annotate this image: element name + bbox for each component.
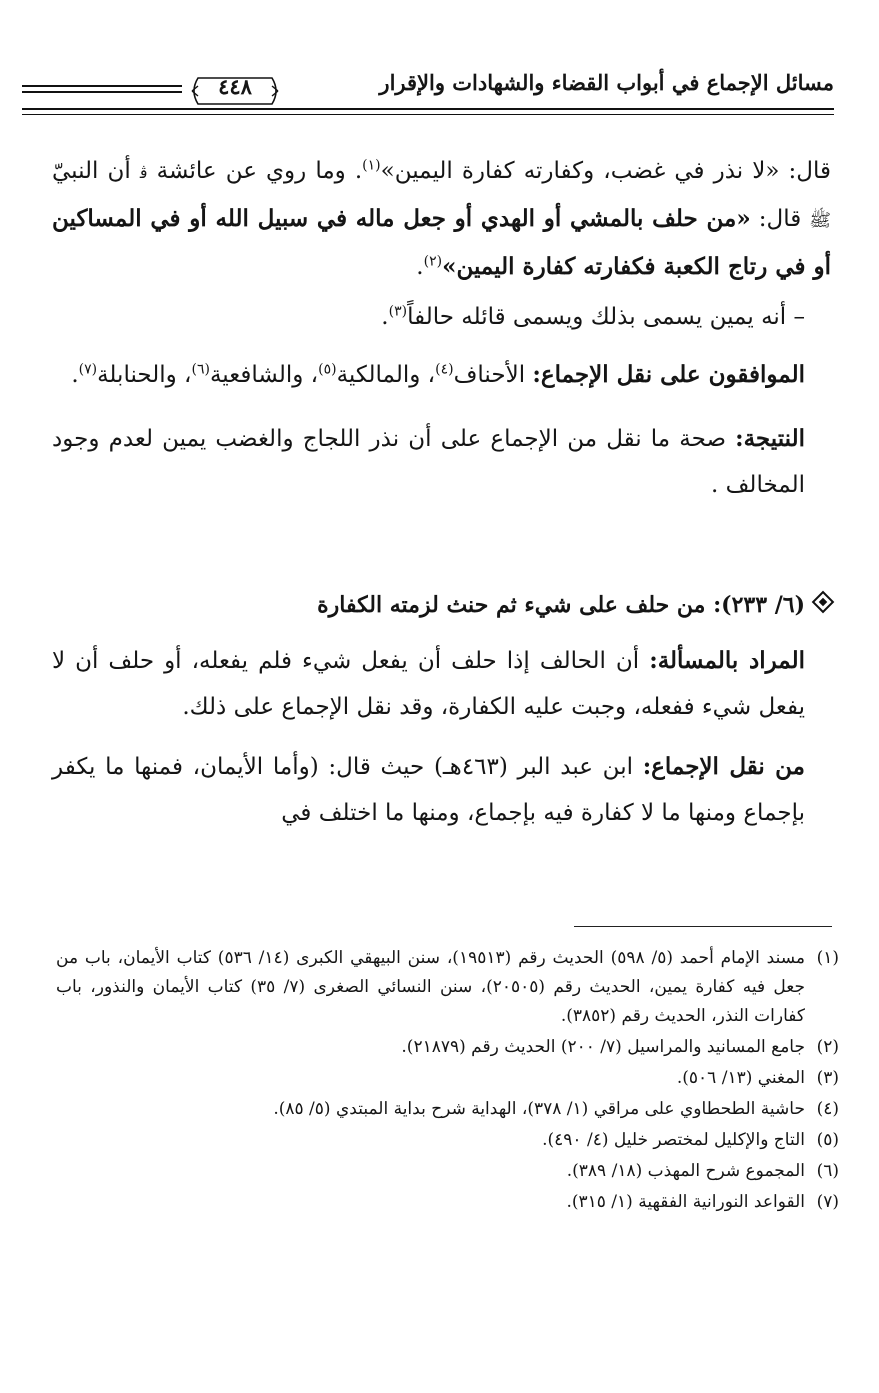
header-ornament-line	[22, 91, 182, 93]
paragraph-label: المراد بالمسألة:	[649, 647, 805, 674]
text-run: ، والحنابلة	[97, 362, 192, 388]
diamond-bullet-icon	[812, 591, 835, 614]
text-run: .	[381, 304, 389, 330]
main-text	[52, 148, 831, 508]
footnote-ref: (٣)	[388, 303, 408, 320]
paragraph-label: النتيجة:	[735, 425, 805, 452]
footnote	[56, 1126, 839, 1155]
text-run: ابن عبد البر (٤٦٣هـ) حيث قال: (وأما الأيمان، فمنها ما يكفر بإجماع ومنها ما لا كفارة فيه بإجماع، ومنها ما اختلف في	[52, 754, 805, 826]
footnote-number: (٧)	[816, 1192, 839, 1212]
paragraph-label: من نقل الإجماع:	[642, 753, 805, 780]
paragraph	[52, 638, 831, 730]
section-title: من حلف على شيء ثم حنث لزمته الكفارة	[317, 592, 714, 618]
text-run: – أنه يمين يسمى بذلك ويسمى قائله حالفاً	[407, 304, 805, 330]
paragraph	[52, 416, 831, 508]
text-run: ، والمالكية	[336, 362, 436, 388]
footnote-number: (٦)	[816, 1161, 839, 1181]
section-heading	[52, 592, 831, 618]
footnote-text: التاج والإكليل لمختصر خليل (٤/ ٤٩٠).	[542, 1130, 805, 1150]
footnote-number: (٣)	[816, 1068, 839, 1088]
footnote-number: (٢)	[816, 1037, 839, 1057]
footnote-ref: (١)	[362, 157, 381, 174]
header-ornament-line	[22, 85, 182, 87]
text-run: الأحناف	[453, 362, 533, 388]
footnote-ref: (٦)	[191, 361, 210, 378]
footnote	[56, 944, 839, 1031]
footnote-text: جامع المسانيد والمراسيل (٧/ ٢٠٠) الحديث رقم (٢١٨٧٩).	[401, 1037, 805, 1057]
text-run: قال:	[750, 206, 810, 232]
paragraph	[52, 352, 831, 398]
footnote-number: (٥)	[816, 1130, 839, 1150]
header-title: مسائل الإجماع في أبواب القضاء والشهادات والإقرار	[379, 70, 834, 95]
text-run: . وما روي عن عائشة	[147, 158, 363, 184]
paragraph	[52, 148, 831, 290]
footnote-text: حاشية الطحطاوي على مراقي (١/ ٣٧٨)، الهداية شرح بداية المبتدي (٥/ ٨٥).	[273, 1099, 805, 1119]
main-text	[52, 638, 831, 836]
footnote-text: المجموع شرح المهذب (١٨/ ٣٨٩).	[566, 1161, 805, 1181]
text-run: ، والشافعية	[209, 362, 319, 388]
text-run: .	[416, 254, 424, 280]
text-run: قال: «لا نذر في غضب، وكفارته كفارة اليمين»	[380, 158, 832, 184]
footnote-text: القواعد النورانية الفقهية (١/ ٣١٥).	[566, 1192, 805, 1212]
footnote	[56, 1095, 839, 1124]
paragraph-label: الموافقون على نقل الإجماع:	[532, 361, 805, 388]
footnote	[56, 1157, 839, 1186]
footnote-text: المغني (١٣/ ٥٠٦).	[676, 1068, 805, 1088]
honorific-glyph: ﷺ	[809, 210, 832, 231]
text-run: أن النبيّ	[52, 158, 140, 184]
running-header	[22, 62, 834, 118]
footnote-number: (١)	[816, 948, 839, 968]
text-run: أن الحالف إذا حلف أن يفعل شيء فلم يفعله، أو حلف أن لا يفعل شيء ففعله، وجبت عليه الكفارة، وقد نقل الإجماع على ذلك.	[52, 648, 805, 720]
footnote-text: مسند الإمام أحمد (٥/ ٥٩٨) الحديث رقم (١٩٥١٣)، سنن البيهقي الكبرى (١٤/ ٥٣٦) كتاب الأيمان، باب من جعل فيه كفارة يمين، الحديث رقم (٢٠٥٠٥)، سنن النسائي الصغرى (٧/ ٣٥) كتاب الأيمان والنذور، باب كفارات النذر، الحديث رقم (٣٨٥٢).	[56, 948, 805, 1026]
text-run: صحة ما نقل من الإجماع على أن نذر اللجاج والغضب يمين لعدم وجود المخالف .	[52, 426, 805, 498]
footnotes	[56, 944, 839, 1219]
footnote	[56, 1033, 839, 1062]
section-number: (٦/ ٢٣٣):	[713, 592, 805, 618]
footnote-number: (٤)	[816, 1099, 839, 1119]
page-number: ٤٤٨	[218, 74, 252, 99]
footnote	[56, 1064, 839, 1093]
footnote-ref: (٧)	[78, 361, 98, 378]
paragraph	[52, 294, 831, 340]
footnote-ref: (٢)	[423, 253, 443, 270]
footnote	[56, 1188, 839, 1217]
footnote-separator	[574, 926, 832, 927]
header-rule	[22, 108, 834, 115]
footnote-ref: (٤)	[435, 361, 454, 378]
paragraph	[52, 744, 831, 836]
honorific-glyph: ﭬ	[139, 163, 148, 182]
hadith-quote: «من حلف بالمشي أو الهدي أو جعل ماله في سبيل الله أو في المساكين أو في رتاج الكعبة فكفارته كفارة اليمين»	[52, 205, 831, 280]
footnote-ref: (٥)	[318, 361, 337, 378]
text-run: .	[71, 362, 79, 388]
